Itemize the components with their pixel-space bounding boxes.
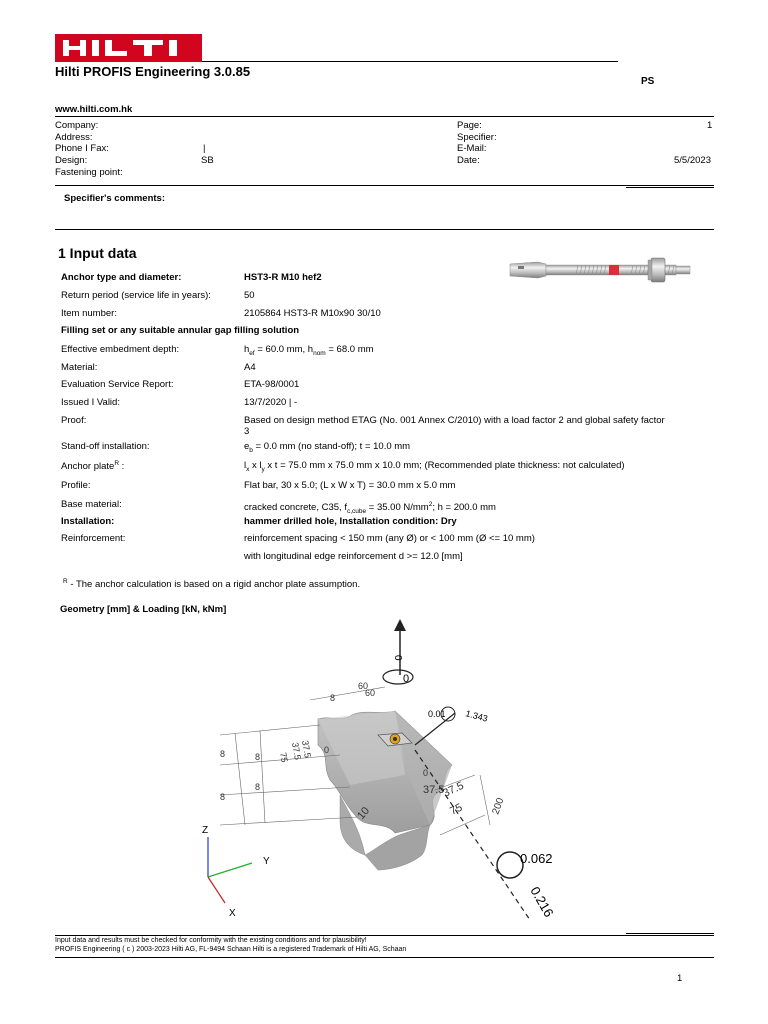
fastening-label: Fastening point: — [55, 167, 123, 178]
anchor-type-label: Anchor type and diameter: — [61, 272, 182, 283]
footer-bottom-rule — [55, 957, 714, 958]
specifier-comments-label: Specifier's comments: — [64, 193, 165, 204]
info-bottom-rule-short — [626, 187, 714, 188]
embedment-depth-value: $h_{ef} = 60.0$ mm, $h_{nom} = 68.0$ mm — [244, 344, 374, 357]
normal-force-label: 0 — [392, 655, 403, 661]
return-period-value: 50 — [244, 290, 255, 301]
comments-rule — [55, 229, 714, 230]
z-axis-label: Z — [202, 825, 209, 836]
info-top-rule — [55, 116, 714, 117]
dim-75a: 75 — [278, 751, 290, 764]
standoff-value: $e_b = 0.0$ mm (no stand-off); t = 10.0 mm — [244, 441, 411, 454]
footer-page-number: 1 — [677, 973, 683, 984]
document-title: Hilti PROFIS Engineering 3.0.85 — [55, 64, 251, 79]
dim-200: 200 — [490, 796, 507, 817]
anchor-plate-label: Anchor plate$^R$ : — [61, 460, 125, 473]
evaluation-report-value: ETA-98/0001 — [244, 379, 300, 390]
company-label: Company: — [55, 120, 99, 131]
proof-value-line2: 3 — [244, 426, 250, 437]
shear-label-2: 0.216 — [527, 884, 557, 920]
rigid-plate-footnote: $^R$ - The anchor calculation is based on a rigid anchor plate assumption. — [63, 578, 361, 591]
reinforcement-value-line1: reinforcement spacing < 150 mm (any Ø) or < 100 mm (Ø <= 10 mm) — [244, 533, 535, 544]
reinforcement-value-line2: with longitudinal edge reinforcement d >= 12.0 [mm] — [244, 551, 463, 562]
dim-37-5a: 37.5 — [300, 739, 313, 759]
geometry-drawing — [190, 615, 570, 930]
design-label: Design: — [55, 155, 88, 166]
profile-value: Flat bar, 30 x 5.0; (L x W x T) = 30.0 mm x 5.0 mm — [244, 480, 456, 491]
dim-8b: 8 — [220, 749, 226, 759]
profile-label: Profile: — [61, 480, 91, 491]
installation-value: hammer drilled hole, Installation condition: Dry — [244, 516, 457, 527]
date-label: Date: — [457, 155, 480, 166]
dim-75b: 75 — [448, 801, 465, 818]
dim-8d: 8 — [255, 782, 261, 792]
page-label: Page: — [457, 120, 482, 131]
item-number-label: Item number: — [61, 308, 117, 319]
info-bottom-rule — [55, 185, 714, 186]
phone-separator: | — [203, 143, 206, 154]
base-material-label: Base material: — [61, 499, 122, 510]
dim-37-5b: 37.5 — [290, 741, 303, 761]
website-url: www.hilti.com.hk — [55, 104, 133, 115]
standoff-label: Stand-off installation: — [61, 441, 150, 452]
design-value: SB — [201, 155, 214, 166]
anchor-type-value: HST3-R M10 hef2 — [244, 272, 322, 283]
issued-valid-label: Issued I Valid: — [61, 397, 120, 408]
footer-rule — [55, 935, 714, 936]
hilti-logo-mark — [55, 34, 202, 62]
dim-8a: 8 — [330, 693, 336, 703]
proof-label: Proof: — [61, 415, 87, 426]
footer-disclaimer: Input data and results must be checked for conformity with the existing conditions and for plausibility! — [55, 937, 367, 944]
footer-rule-short — [626, 933, 714, 934]
evaluation-report-label: Evaluation Service Report: — [61, 379, 174, 390]
return-period-label: Return period (service life in years): — [61, 290, 211, 301]
x-axis-label: X — [229, 908, 236, 919]
moment-label-1: 1.343 — [464, 708, 489, 724]
geometry-title: Geometry [mm] & Loading [kN, kNm] — [60, 604, 227, 615]
header-ps: PS — [641, 76, 655, 87]
installation-label: Installation: — [61, 516, 115, 527]
coordinate-axes — [202, 825, 270, 919]
specifier-label: Specifier: — [457, 132, 497, 143]
item-number-value: 2105864 HST3-R M10x90 30/10 — [244, 308, 381, 319]
email-label: E-Mail: — [457, 143, 487, 154]
dim-60a: 60 — [358, 681, 369, 691]
proof-value-line1: Based on design method ETAG (No. 001 Annex C/2010) with a load factor 2 and global safety factor — [244, 415, 665, 426]
hilti-logo — [55, 34, 202, 62]
moment-label-2: 0.062 — [520, 851, 553, 866]
x-axis-load-arrow — [415, 750, 530, 920]
address-label: Address: — [55, 132, 93, 143]
dim-8c: 8 — [220, 792, 226, 802]
footer-copyright: PROFIS Engineering ( c ) 2003-2023 Hilti AG, FL-9494 Schaan Hilti is a registered Trademark of Hilti AG, Schaan — [55, 946, 407, 953]
issued-valid-value: 13/7/2020 | - — [244, 397, 298, 408]
material-value: A4 — [244, 362, 256, 373]
shear-label-1: 0.01 — [428, 709, 446, 719]
anchor-product-image — [508, 255, 693, 285]
section-title: 1 Input data — [58, 245, 137, 261]
date-value: 5/5/2023 — [674, 155, 711, 166]
dim-60b: 60 — [365, 688, 376, 698]
dim-10r: 10 — [355, 804, 373, 822]
dim-37-5c: 37.5 — [423, 784, 445, 796]
anchor-plate-value: $l_x$ x $l_y$ x t = 75.0 mm x 75.0 mm x 10.0 mm; (Recommended plate thickness: not calculated) — [244, 460, 625, 473]
dim-8e: 8 — [255, 752, 261, 762]
phone-label: Phone I Fax: — [55, 143, 109, 154]
dim-0a: 0 — [324, 745, 330, 755]
material-label: Material: — [61, 362, 98, 373]
base-material-value: cracked concrete, C35, $f_{c,cube} = 35.00$ $N/mm^2$; h = 200.0 mm — [244, 501, 496, 516]
page-value: 1 — [707, 120, 713, 131]
y-axis-label: Y — [263, 856, 270, 867]
reinforcement-label: Reinforcement: — [61, 533, 126, 544]
dim-0b: 0 — [423, 768, 429, 778]
header-rule — [202, 61, 618, 62]
x-axis — [208, 877, 225, 903]
dim-37-5d: 37.5 — [441, 779, 466, 800]
filling-set-note: Filling set or any suitable annular gap filling solution — [61, 325, 300, 336]
embedment-depth-label: Effective embedment depth: — [61, 344, 180, 355]
y-axis — [208, 863, 252, 877]
torsion-moment-label: 0 — [403, 673, 410, 685]
